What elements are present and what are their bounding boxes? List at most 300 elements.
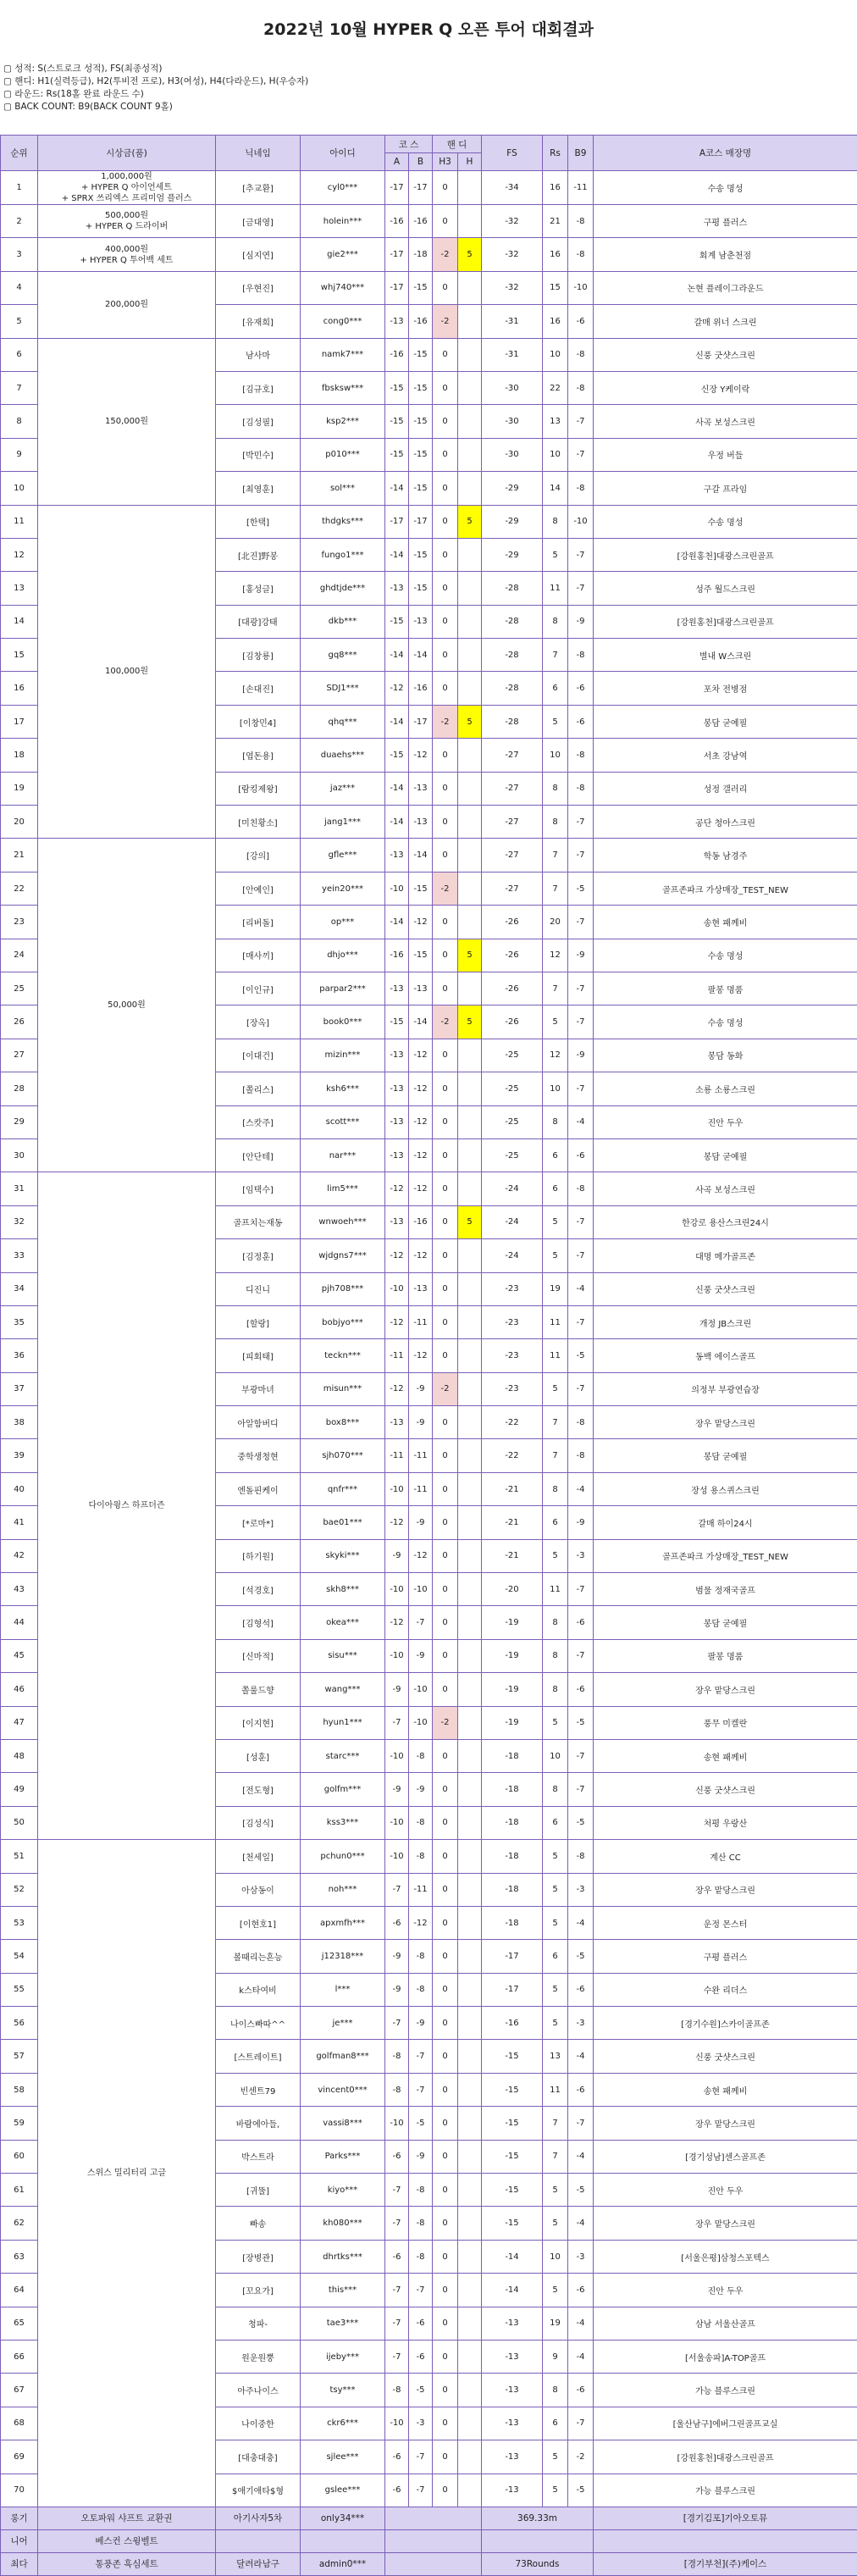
fs-cell: -19 (482, 1639, 543, 1672)
score-b-cell: -14 (409, 639, 433, 672)
h-cell (458, 305, 482, 338)
h3-cell: 0 (433, 2440, 458, 2474)
h-cell: 5 (458, 505, 482, 538)
nickname-cell: [엽돈용] (216, 739, 301, 772)
nickname-cell: [안단테] (216, 1138, 301, 1172)
h3-cell: 0 (433, 271, 458, 304)
rank-cell: 26 (1, 1005, 38, 1039)
h-cell (458, 1773, 482, 1806)
score-b-cell: -12 (409, 1172, 433, 1205)
venue-cell: 수송 명성 (594, 1005, 857, 1039)
score-a-cell: -7 (385, 2007, 409, 2040)
b9-cell: -6 (568, 672, 594, 705)
award-label: 최다 (1, 2552, 38, 2575)
h3-cell: 0 (433, 1973, 458, 2006)
h-cell (458, 1138, 482, 1172)
id-cell: apxmfh*** (301, 1906, 385, 1939)
rs-cell: 5 (543, 1539, 568, 1572)
b9-cell: -11 (568, 171, 594, 205)
rs-cell: 8 (543, 772, 568, 805)
id-cell: sjh070*** (301, 1439, 385, 1472)
h-cell (458, 2174, 482, 2207)
venue-cell: 가능 블루스크린 (594, 2474, 857, 2507)
h3-cell: 0 (433, 1472, 458, 1505)
fs-cell: -27 (482, 739, 543, 772)
rank-cell: 44 (1, 1606, 38, 1639)
rank-cell: 42 (1, 1539, 38, 1572)
award-venue (594, 2529, 857, 2552)
b9-cell: -2 (568, 2440, 594, 2474)
nickname-cell: 바람에아들, (216, 2107, 301, 2140)
fs-cell: -19 (482, 1673, 543, 1706)
h3-cell: 0 (433, 906, 458, 939)
fs-cell: -19 (482, 1706, 543, 1739)
prize-cell: 50,000원 (38, 839, 216, 1172)
id-cell: mizin*** (301, 1039, 385, 1072)
venue-cell: 대명 메가골프존 (594, 1239, 857, 1272)
header-b: B (409, 153, 433, 171)
rank-cell: 48 (1, 1739, 38, 1772)
venue-cell: 운정 몬스터 (594, 1906, 857, 1939)
score-a-cell: -6 (385, 2474, 409, 2507)
prize-cell: 1,000,000원 + HYPER Q 아이언세트 + SPRX 쓰리엑스 프리미엄 플러스 (38, 171, 216, 205)
h-cell (458, 1372, 482, 1405)
nickname-cell: [이인규] (216, 972, 301, 1005)
prize-cell: 100,000원 (38, 505, 216, 839)
h3-cell: 0 (433, 1573, 458, 1606)
h-cell (458, 1406, 482, 1439)
score-a-cell: -10 (385, 2407, 409, 2440)
nickname-cell: 골프치는재동 (216, 1205, 301, 1238)
rs-cell: 8 (543, 605, 568, 638)
rank-cell: 62 (1, 2207, 38, 2240)
score-a-cell: -7 (385, 1706, 409, 1739)
venue-cell: 사곡 보성스크린 (594, 405, 857, 438)
h3-cell: 0 (433, 538, 458, 571)
rs-cell: 10 (543, 1739, 568, 1772)
h3-cell: 0 (433, 1773, 458, 1806)
score-b-cell: -12 (409, 1138, 433, 1172)
id-cell: fungo1*** (301, 538, 385, 571)
score-b-cell: -12 (409, 1239, 433, 1272)
h-cell (458, 1539, 482, 1572)
h3-cell: 0 (433, 2107, 458, 2140)
fs-cell: -32 (482, 271, 543, 304)
rs-cell: 5 (543, 1906, 568, 1939)
h-cell (458, 1439, 482, 1472)
note-line: ▢ 성적: S(스트로크 성적), FS(최종성적) (3, 63, 857, 75)
nickname-cell: [미친황소] (216, 806, 301, 839)
fs-cell: -25 (482, 1072, 543, 1105)
id-cell: nar*** (301, 1138, 385, 1172)
h-cell (458, 1239, 482, 1272)
b9-cell: -9 (568, 1506, 594, 1539)
b9-cell: -7 (568, 1205, 594, 1238)
fs-cell: -13 (482, 2407, 543, 2440)
rank-cell: 37 (1, 1372, 38, 1405)
venue-cell: 봉담 굳예필 (594, 1138, 857, 1172)
id-cell: qnfr*** (301, 1472, 385, 1505)
h3-cell: 0 (433, 1205, 458, 1238)
venue-cell: 수송 명성 (594, 505, 857, 538)
score-a-cell: -6 (385, 2140, 409, 2173)
venue-cell: 장우 맡당스크린 (594, 1873, 857, 1906)
score-b-cell: -11 (409, 1305, 433, 1338)
nickname-cell: $애기애타$형 (216, 2474, 301, 2507)
h-cell (458, 1472, 482, 1505)
nickname-cell: 청파- (216, 2307, 301, 2340)
nickname-cell: [北진]野봉 (216, 538, 301, 571)
rs-cell: 8 (543, 2374, 568, 2407)
score-b-cell: -8 (409, 2174, 433, 2207)
h-cell: 5 (458, 705, 482, 738)
id-cell: golfman8*** (301, 2040, 385, 2073)
h3-cell: 0 (433, 1105, 458, 1138)
fs-cell: -21 (482, 1506, 543, 1539)
rank-cell: 17 (1, 705, 38, 738)
fs-cell: -15 (482, 2040, 543, 2073)
score-b-cell: -16 (409, 205, 433, 238)
b9-cell: -6 (568, 2274, 594, 2307)
venue-cell: 개정 JB스크린 (594, 1305, 857, 1338)
h3-cell: 0 (433, 2174, 458, 2207)
h3-cell: 0 (433, 639, 458, 672)
score-b-cell: -8 (409, 2207, 433, 2240)
b9-cell: -8 (568, 1172, 594, 1205)
h3-cell: 0 (433, 2207, 458, 2240)
h3-cell: 0 (433, 1138, 458, 1172)
nickname-cell: [이대건] (216, 1039, 301, 1072)
b9-cell: -5 (568, 872, 594, 905)
award-nickname (216, 2529, 301, 2552)
id-cell: jaz*** (301, 772, 385, 805)
h-cell (458, 1039, 482, 1072)
rs-cell: 8 (543, 1673, 568, 1706)
fs-cell: -28 (482, 605, 543, 638)
nickname-cell: [우현진] (216, 271, 301, 304)
id-cell: dhrtks*** (301, 2240, 385, 2273)
nickname-cell: [석경호] (216, 1573, 301, 1606)
award-spacer (385, 2529, 482, 2552)
rs-cell: 12 (543, 939, 568, 972)
score-a-cell: -12 (385, 1372, 409, 1405)
h-cell (458, 605, 482, 638)
rs-cell: 20 (543, 906, 568, 939)
h3-cell: 0 (433, 1539, 458, 1572)
b9-cell: -3 (568, 1873, 594, 1906)
venue-cell: 진안 두우 (594, 1105, 857, 1138)
b9-cell: -8 (568, 1406, 594, 1439)
award-row (1, 2529, 857, 2552)
nickname-cell: [성훈] (216, 1739, 301, 1772)
venue-cell: 장우 맡당스크린 (594, 1673, 857, 1706)
venue-cell: 동백 에이스골프 (594, 1339, 857, 1372)
h-cell (458, 2474, 482, 2507)
rank-cell: 47 (1, 1706, 38, 1739)
h-cell (458, 1873, 482, 1906)
rank-cell: 2 (1, 205, 38, 238)
nickname-cell: 볼때리는흔능 (216, 1940, 301, 1973)
b9-cell: -5 (568, 1706, 594, 1739)
rs-cell: 14 (543, 472, 568, 505)
h3-cell: 0 (433, 205, 458, 238)
rank-cell: 12 (1, 538, 38, 571)
h-cell (458, 371, 482, 404)
b9-cell: -4 (568, 1105, 594, 1138)
rs-cell: 10 (543, 1072, 568, 1105)
h3-cell: 0 (433, 1639, 458, 1672)
score-a-cell: -13 (385, 572, 409, 605)
nickname-cell: [추교환] (216, 171, 301, 205)
header-b9: B9 (568, 136, 594, 171)
fs-cell: -13 (482, 2307, 543, 2340)
venue-cell: 진안 두우 (594, 2174, 857, 2207)
award-row (1, 2507, 857, 2529)
b9-cell: -6 (568, 2374, 594, 2407)
rank-cell: 16 (1, 672, 38, 705)
h3-cell: -2 (433, 1372, 458, 1405)
nickname-cell: [강의] (216, 839, 301, 872)
special-awards (1, 2507, 857, 2575)
h3-cell: -2 (433, 705, 458, 738)
award-row (1, 2552, 857, 2575)
h3-cell: 0 (433, 1072, 458, 1105)
h-cell (458, 1673, 482, 1706)
score-b-cell: -12 (409, 1539, 433, 1572)
prize-cell: 스위스 밀리터리 고글 (38, 1840, 216, 2507)
score-a-cell: -7 (385, 2307, 409, 2340)
id-cell: misun*** (301, 1372, 385, 1405)
venue-cell: 삼남 서울산골프 (594, 2307, 857, 2340)
score-b-cell: -18 (409, 238, 433, 271)
score-b-cell: -9 (409, 1639, 433, 1672)
id-cell: bae01*** (301, 1506, 385, 1539)
nickname-cell: 아알함버디 (216, 1406, 301, 1439)
rank-cell: 10 (1, 472, 38, 505)
award-id: admin0*** (301, 2552, 385, 2575)
rank-cell: 53 (1, 1906, 38, 1939)
id-cell: teckn*** (301, 1339, 385, 1372)
score-a-cell: -8 (385, 2374, 409, 2407)
fs-cell: -13 (482, 2474, 543, 2507)
venue-cell: 처평 우랑산 (594, 1806, 857, 1839)
score-a-cell: -7 (385, 2274, 409, 2307)
results-body (1, 171, 857, 2507)
rs-cell: 6 (543, 1806, 568, 1839)
score-b-cell: -9 (409, 2140, 433, 2173)
b9-cell: -8 (568, 205, 594, 238)
b9-cell: -7 (568, 1005, 594, 1039)
rs-cell: 6 (543, 1172, 568, 1205)
id-cell: bobjyo*** (301, 1305, 385, 1338)
id-cell: cyl0*** (301, 171, 385, 205)
h3-cell: 0 (433, 2274, 458, 2307)
b9-cell: -6 (568, 1673, 594, 1706)
h3-cell: 0 (433, 2307, 458, 2340)
nickname-cell: [김규호] (216, 371, 301, 404)
h3-cell: 0 (433, 1940, 458, 1973)
rs-cell: 7 (543, 2140, 568, 2173)
score-b-cell: -12 (409, 1339, 433, 1372)
id-cell: wjdgns7*** (301, 1239, 385, 1272)
id-cell: golfm*** (301, 1773, 385, 1806)
score-a-cell: -14 (385, 472, 409, 505)
rs-cell: 8 (543, 1639, 568, 1672)
fs-cell: -23 (482, 1272, 543, 1305)
venue-cell: 신장 Y케이락 (594, 371, 857, 404)
rs-cell: 7 (543, 872, 568, 905)
rank-cell: 60 (1, 2140, 38, 2173)
b9-cell: -10 (568, 505, 594, 538)
fs-cell: -28 (482, 572, 543, 605)
rs-cell: 19 (543, 2307, 568, 2340)
score-a-cell: -15 (385, 605, 409, 638)
venue-cell: 봉담 굳예필 (594, 1439, 857, 1472)
score-b-cell: -15 (409, 872, 433, 905)
h3-cell: 0 (433, 2240, 458, 2273)
score-b-cell: -7 (409, 1606, 433, 1639)
h3-cell: -2 (433, 305, 458, 338)
id-cell: wang*** (301, 1673, 385, 1706)
h-cell (458, 205, 482, 238)
h3-cell: 0 (433, 972, 458, 1005)
rs-cell: 8 (543, 1606, 568, 1639)
id-cell: Parks*** (301, 2140, 385, 2173)
h3-cell: 0 (433, 2474, 458, 2507)
score-b-cell: -10 (409, 1706, 433, 1739)
score-a-cell: -14 (385, 806, 409, 839)
score-b-cell: -11 (409, 1439, 433, 1472)
rank-cell: 29 (1, 1105, 38, 1138)
h-cell (458, 572, 482, 605)
score-a-cell: -7 (385, 2341, 409, 2374)
nickname-cell: 나이중한 (216, 2407, 301, 2440)
rank-cell: 39 (1, 1439, 38, 1472)
h3-cell: 0 (433, 1305, 458, 1338)
score-b-cell: -15 (409, 371, 433, 404)
score-a-cell: -12 (385, 1606, 409, 1639)
score-b-cell: -16 (409, 305, 433, 338)
fs-cell: -32 (482, 205, 543, 238)
id-cell: qhq*** (301, 705, 385, 738)
score-b-cell: -9 (409, 2007, 433, 2040)
nickname-cell: 빈센트79 (216, 2073, 301, 2106)
venue-cell: 한강로 용산스크린24시 (594, 1205, 857, 1238)
header-prize: 시상금(품) (38, 136, 216, 171)
award-nickname: 아기사자5차 (216, 2507, 301, 2529)
nickname-cell: [리버돌] (216, 906, 301, 939)
h-cell (458, 2140, 482, 2173)
id-cell: p010*** (301, 438, 385, 471)
id-cell: noh*** (301, 1873, 385, 1906)
h-cell (458, 1339, 482, 1372)
venue-cell: 회계 남춘천점 (594, 238, 857, 271)
score-b-cell: -3 (409, 2407, 433, 2440)
score-b-cell: -9 (409, 1773, 433, 1806)
nickname-cell: [대광]강태 (216, 605, 301, 638)
award-value: 369.33m (482, 2507, 594, 2529)
rs-cell: 8 (543, 1472, 568, 1505)
score-b-cell: -12 (409, 1072, 433, 1105)
rs-cell: 5 (543, 2174, 568, 2207)
nickname-cell: [신마적] (216, 1639, 301, 1672)
h-cell (458, 639, 482, 672)
h-cell (458, 1639, 482, 1672)
rank-cell: 7 (1, 371, 38, 404)
b9-cell: -4 (568, 2040, 594, 2073)
prize-cell: 150,000원 (38, 338, 216, 505)
table-row (1, 338, 857, 371)
score-b-cell: -17 (409, 705, 433, 738)
id-cell: wnwoeh*** (301, 1205, 385, 1238)
h3-cell: 0 (433, 1806, 458, 1839)
h-cell (458, 1272, 482, 1305)
fs-cell: -31 (482, 338, 543, 371)
h-cell: 5 (458, 238, 482, 271)
nickname-cell: [꼬요가] (216, 2274, 301, 2307)
h3-cell: 0 (433, 939, 458, 972)
nickname-cell: [최영훈] (216, 472, 301, 505)
rs-cell: 11 (543, 1573, 568, 1606)
score-a-cell: -13 (385, 1406, 409, 1439)
fs-cell: -15 (482, 2140, 543, 2173)
h-cell: 5 (458, 939, 482, 972)
fs-cell: -22 (482, 1439, 543, 1472)
score-b-cell: -7 (409, 2274, 433, 2307)
b9-cell: -7 (568, 972, 594, 1005)
score-b-cell: -8 (409, 1739, 433, 1772)
h3-cell: 0 (433, 338, 458, 371)
fs-cell: -27 (482, 806, 543, 839)
b9-cell: -7 (568, 405, 594, 438)
rs-cell: 5 (543, 2274, 568, 2307)
b9-cell: -7 (568, 1072, 594, 1105)
rs-cell: 22 (543, 371, 568, 404)
rank-cell: 13 (1, 572, 38, 605)
score-b-cell: -6 (409, 2307, 433, 2340)
score-a-cell: -13 (385, 1205, 409, 1238)
award-prize: 오토파워 샤프트 교환권 (38, 2507, 216, 2529)
note-line: ▢ 핸디: H1(실력등급), H2(투비전 프로), H3(여성), H4(다라운드), H(우승자) (3, 75, 857, 88)
id-cell: namk7*** (301, 338, 385, 371)
award-venue: [경기김포]기아오토뮤 (594, 2507, 857, 2529)
score-a-cell: -10 (385, 1573, 409, 1606)
b9-cell: -5 (568, 1339, 594, 1372)
b9-cell: -5 (568, 1806, 594, 1839)
nickname-cell: [홍성글] (216, 572, 301, 605)
nickname-cell: [천세일] (216, 1840, 301, 1873)
header-id: 아이디 (301, 136, 385, 171)
header-handicap: 핸 디 (433, 136, 482, 153)
score-a-cell: -14 (385, 705, 409, 738)
score-a-cell: -10 (385, 1639, 409, 1672)
h-cell (458, 271, 482, 304)
award-value (482, 2529, 594, 2552)
id-cell: thdgks*** (301, 505, 385, 538)
fs-cell: -22 (482, 1406, 543, 1439)
venue-cell: [강원홍천]대광스크린골프 (594, 538, 857, 571)
score-a-cell: -17 (385, 271, 409, 304)
b9-cell: -8 (568, 472, 594, 505)
h3-cell: -2 (433, 1005, 458, 1039)
h-cell (458, 839, 482, 872)
rs-cell: 7 (543, 1406, 568, 1439)
rank-cell: 59 (1, 2107, 38, 2140)
venue-cell: 신풍 굿샷스크린 (594, 338, 857, 371)
b9-cell: -10 (568, 271, 594, 304)
h-cell (458, 772, 482, 805)
h-cell (458, 1940, 482, 1973)
